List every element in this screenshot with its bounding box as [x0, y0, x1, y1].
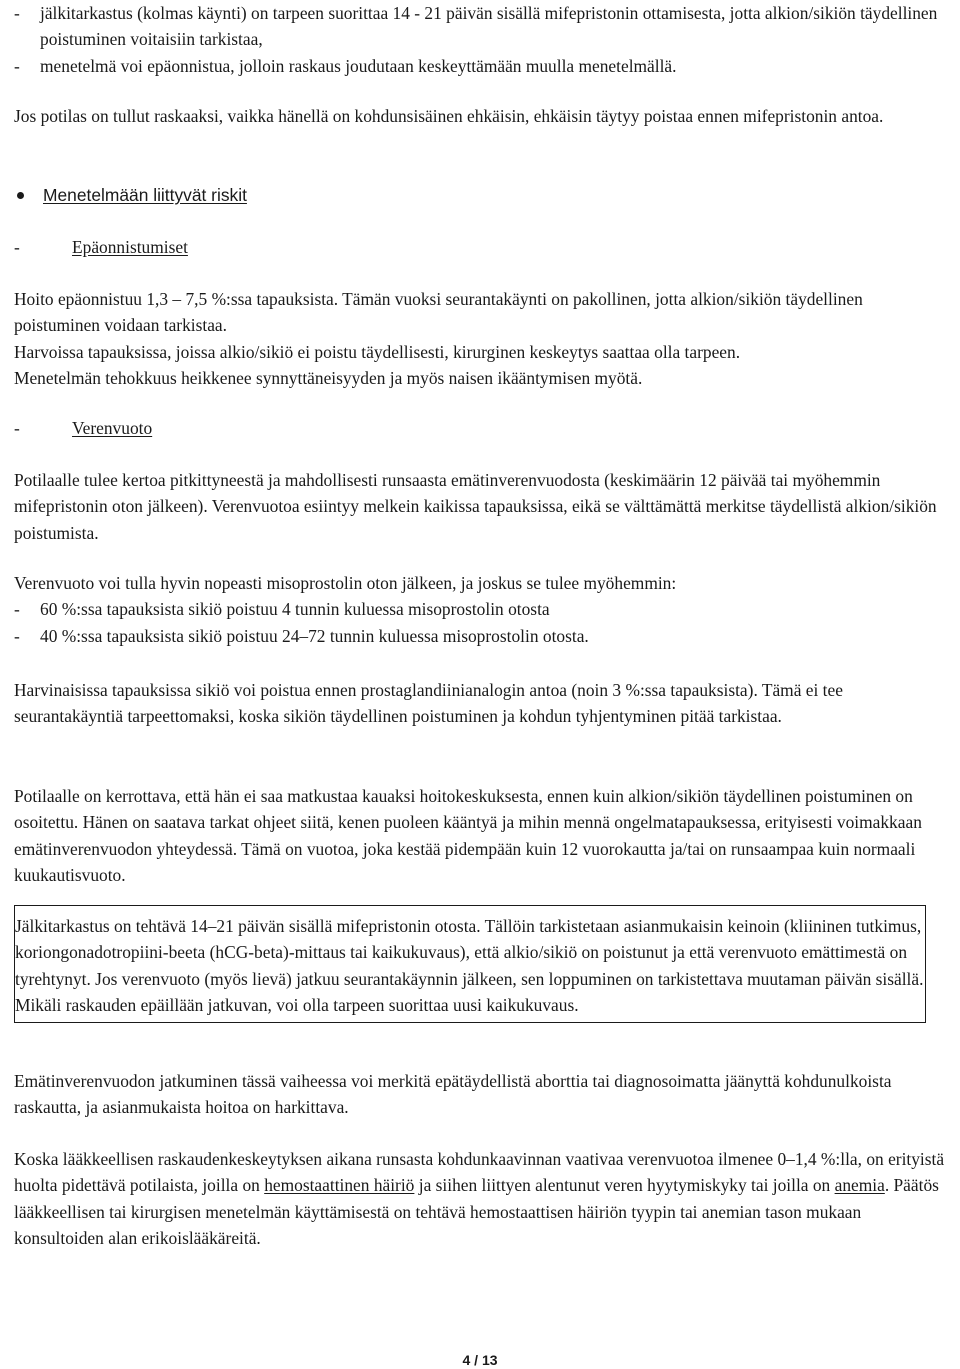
bleeding-heading: [14, 415, 152, 441]
failures-para: Hoito epäonnistuu 1,3 – 7,5 %:ssa tapauksista. Tämän vuoksi seurantakäynti on pakollinen, jotta alkion/sikiön täydellinen poistuminen voidaan tarkistaa.: [14, 289, 863, 336]
page-number: 4 / 13: [462, 1352, 498, 1368]
dash-marker: -: [14, 237, 20, 257]
bleeding-intro: Verenvuoto voi tulla hyvin nopeasti misoprostolin oton jälkeen, ja joskus se tulee myöhemmin:: [14, 573, 677, 593]
bleeding-heading-text: Verenvuoto: [72, 418, 153, 438]
anemia-link[interactable]: anemia: [834, 1175, 885, 1196]
list-item: [14, 0, 950, 53]
dash-marker: -: [14, 418, 20, 438]
list-item-text: jälkitarkastus (kolmas käynti) on tarpeen suorittaa 14 - 21 päivän sisällä mifepristonin ottamisesta, jotta alkion/sikiön täydellinen poistuminen voitaisiin tarkistaa,: [40, 3, 938, 50]
dash-marker: -: [14, 625, 20, 646]
hemostatic-disorder-link[interactable]: hemostaattinen häiriö: [264, 1175, 415, 1196]
list-item-text: 40 %:ssa tapauksista sikiö poistuu 24–72 tunnin kuluessa misoprostolin otosta.: [40, 625, 589, 646]
list-item: [14, 53, 950, 79]
travel-warning-para: Potilaalle on kerrottava, että hän ei saa matkustaa kauaksi hoitokeskuksesta, ennen kuin alkion/sikiön täydellinen poistuminen on osoitettu. Hänen on saatava tarkat ohjeet siitä, kenen puoleen kääntyä ja mihin mennä ongelmatapauksessa, erityisesti voimakkaan emätinverenvuodon yhteydessä. Tämä on vuotoa, joka kestää pidempään kuin 12 vuorokautta ja/tai on runsaampaa kuin normaali kuukautisvuoto.: [14, 786, 922, 885]
failures-heading: [14, 234, 188, 260]
failures-para: Harvoissa tapauksissa, joissa alkio/sikiö ei poistu täydellisesti, kirurginen keskeytys saattaa olla tarpeen.: [14, 341, 741, 362]
bullet-icon: [17, 192, 24, 199]
final-para: [14, 1146, 950, 1251]
continued-bleeding-para: Emätinverenvuodon jatkuminen tässä vaiheessa voi merkitä epätäydellistä aborttia tai diagnosoimatta jäänyttä kohdunulkoista raskautta, ja asianmukaista hoitoa on harkittava.: [14, 1071, 892, 1118]
final-text: . Päätös lääkkeellisen tai kirurgisen menetelmän käyttämisestä on tehtävä hemostaattisen häiriön tyypin tai anemian tason mukaan konsultoiden alan erikoislääkäreitä.: [14, 1175, 939, 1248]
dash-marker: -: [14, 3, 20, 23]
final-text: Koska lääkkeellisen raskaudenkeskeytyksen aikana runsasta kohdunkaavinnan vaativaa verenvuotoa ilmenee 0–1,4 %:lla, on erityistä huolta pidettävä potilaista, joilla on: [14, 1149, 945, 1196]
list-item-text: menetelmä voi epäonnistua, jolloin raskaus joudutaan keskeyttämään muulla menetelmällä.: [40, 55, 677, 76]
followup-box: [14, 905, 926, 1023]
bleeding-para: Potilaalle tulee kertoa pitkittyneestä ja mahdollisesti runsaasta emätinverenvuodosta (keskimäärin 12 päivää tai myöhemmin mifepristonin oton jälkeen). Verenvuotoa esiintyy melkein kaikissa tapauksissa, eikä se välttämättä merkitse täydellistä alkion/sikiön poistumista.: [14, 470, 937, 543]
failures-para: Menetelmän tehokkuus heikkenee synnyttäneisyyden ja myös naisen ikääntymisen myötä.: [14, 367, 643, 388]
bleeding-timing: [14, 570, 950, 649]
final-text: ja siihen liittyen alentunut veren hyytymiskyky tai joilla on: [414, 1175, 835, 1196]
failures-heading-text: Epäonnistumiset: [72, 237, 188, 257]
list-item: [14, 623, 950, 649]
top-list: [14, 0, 950, 79]
dash-marker: -: [14, 599, 20, 620]
iud-note: Jos potilas on tullut raskaaksi, vaikka hänellä on kohdunsisäinen ehkäisin, ehkäisin täytyy poistaa ennen mifepristonin antoa.: [14, 106, 884, 126]
dash-marker: -: [14, 55, 20, 76]
list-item: [14, 596, 950, 622]
rare-cases-para: Harvinaisissa tapauksissa sikiö voi poistua ennen prostaglandiinianalogin antoa (noin 3 %:ssa tapauksista). Tämä ei tee seurantakäyntiä tarpeettomaksi, koska sikiön täydellinen poistuminen ja kohdun tyhjentyminen pitää tarkistaa.: [14, 680, 843, 727]
risks-heading-text: Menetelmään liittyvät riskit: [43, 185, 247, 205]
list-item-text: 60 %:ssa tapauksista sikiö poistuu 4 tunnin kuluessa misoprostolin otosta: [40, 599, 550, 620]
failures-section: [14, 286, 950, 391]
followup-text: Jälkitarkastus on tehtävä 14–21 päivän sisällä mifepristonin otosta. Tällöin tarkistetaan asianmukaisin keinoin (kliininen tutkimus, koriongonadotropiini-beeta (hCG-beta)-mittaus tai kaikukuvaus), että alkio/sikiö on poistunut ja että verenvuoto emättimestä on tyrehtynyt. Jos verenvuoto (myös lievä) jatkuu seurantakäynnin jälkeen, sen loppuminen on tarkistettava muutaman päivän sisällä.: [15, 916, 924, 989]
risks-heading: [14, 182, 247, 208]
followup-last: Mikäli raskauden epäillään jatkuvan, voi olla tarpeen suorittaa uusi kaikukuvaus.: [15, 994, 579, 1015]
